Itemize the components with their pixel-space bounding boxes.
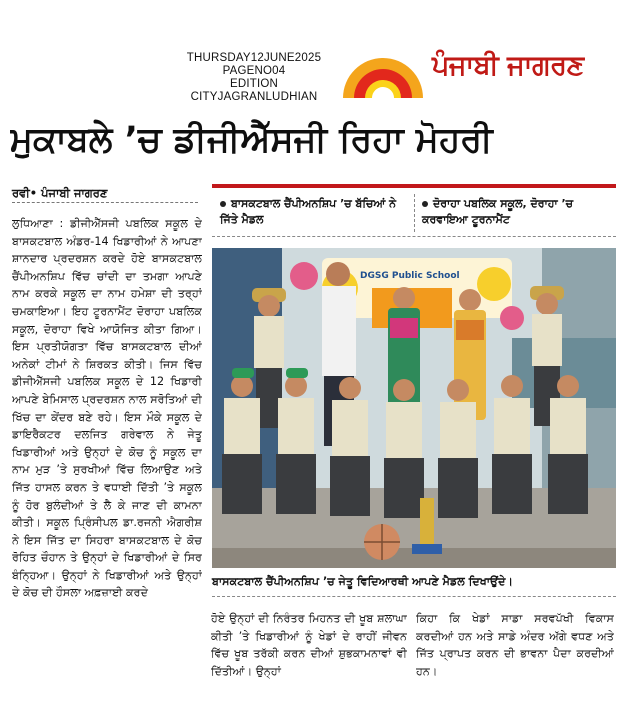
highlight-item-1 xyxy=(220,196,410,228)
edition-name-line: CITYJAGRANLUDHIAN xyxy=(190,91,318,103)
highlight-red-bar xyxy=(212,184,616,188)
team-photo xyxy=(212,248,616,568)
highlight-text-2: ਦੋਰਾਹਾ ਪਬਲਿਕ ਸਕੂਲ, ਦੋਰਾਹਾ ’ਚ ਕਰਵਾਇਆ ਟੂਰਨਾਮੈਂਟ xyxy=(422,197,574,226)
bullet-icon xyxy=(220,201,226,207)
jagran-sun-logo-icon xyxy=(338,44,428,100)
article-body-bottom-1: ਹੋਏ ਉਨ੍ਹਾਂ ਦੀ ਨਿਰੰਤਰ ਮਿਹਨਤ ਦੀ ਖੂਬ ਸ਼ਲਾਘਾ ਕੀਤੀ ’ਤੇ ਖਿਡਾਰੀਆਂ ਨੂੰ ਖੇਡਾਂ ਦੇ ਰਾਹੀਂ ਜੀਵਨ ਵਿੱਚ ਖੂਬ ਤਰੱਕੀ ਕਰਨ ਦੀਆਂ ਸ਼ੁਭਕਾਮਨਾਵਾਂ ਵੀ ਦਿੱਤੀਆਂ। ਉਨ੍ਹਾਂ xyxy=(211,612,407,678)
byline-divider xyxy=(12,202,198,203)
article-byline: ਰਵੀ• ਪੰਜਾਬੀ ਜਾਗਰਣ xyxy=(12,186,108,200)
caption-divider xyxy=(212,596,616,597)
page-number-line: PAGENO04 xyxy=(222,65,286,77)
highlight-item-2 xyxy=(422,196,614,228)
edition-meta xyxy=(168,52,340,104)
banner-text: DGSG Public School xyxy=(360,271,460,281)
highlight-separator xyxy=(414,194,415,232)
article-body-bottom-2: ਕਿਹਾ ਕਿ ਖੇਡਾਂ ਸਾਡਾ ਸਰਵਪੱਖੀ ਵਿਕਾਸ ਕਰਦੀਆਂ ਹਨ ਅਤੇ ਸਾਡੇ ਅੰਦਰ ਅੱਗੇ ਵਧਣ ਅਤੇ ਜਿੱਤ ਪ੍ਰਾਪਤ ਕਰਨ ਦੀ ਭਾਵਨਾ ਪੈਦਾ ਕਰਦੀਆਂ ਹਨ। xyxy=(416,612,614,678)
date-line: THURSDAY12JUNE2025 xyxy=(186,52,322,64)
newspaper-brand: ਪੰਜਾਬੀ ਜਾਗਰਣ xyxy=(432,50,584,81)
article-body-left: ਲੁਧਿਆਣਾ : ਡੀਜੀਐੱਸਜੀ ਪਬਲਿਕ ਸਕੂਲ ਦੇ ਬਾਸਕਟਬਾਲ ਅੰਡਰ-14 ਖਿਡਾਰੀਆਂ ਨੇ ਆਪਣਾ ਸ਼ਾਨਦਾਰ ਪ੍ਰਦਰਸ਼ਨ ਕਰਦੇ ਹੋਏ ਬਾਸਕਟਬਾਲ ਚੈਂਪੀਅਨਸ਼ਿਪ ਵਿੱਚ ਚਾਂਦੀ ਦਾ ਤਮਗਾ ਆਪਣੇ ਨਾਮ ਕਰਕੇ ਸਕੂਲ ਦਾ ਨਾਮ ਹਮੇਸ਼ਾ ਦੀ ਤਰ੍ਹਾਂ ਚਮਕਾਇਆ। ਇਹ ਟੂਰਨਾਮੈਂਟ ਦੋਰਾਹਾ ਪਬਲਿਕ ਸਕੂਲ, ਦੋਰਾਹਾ ਵਿਖੇ ਆਯੋਜਿਤ ਕੀਤਾ ਗਿਆ। ਇਸ ਪ੍ਰਤੀਯੋਗਤਾ ਵਿੱਚ ਬਾਸਕਟਬਾਲ ਦੀਆਂ ਅਨੇਕਾਂ ਟੀਮਾਂ ਨੇ ਸ਼ਿਰਕਤ ਕੀਤੀ। ਜਿਸ ਵਿੱਚ ਡੀਜੀਐੱਸਜੀ ਪਬਲਿਕ ਸਕੂਲ ਦੇ 12 ਖਿਡਾਰੀ ਆਪਣੇ ਬੇਮਿਸਾਲ ਪ੍ਰਦਰਸ਼ਨ ਨਾਲ ਸਰੋਤਿਆਂ ਦੀ ਖਿੱਚ ਦਾ ਕੇਂਦਰ ਬਣੇ ਰਹੇ। ਇਸ ਮੌਕੇ ਸਕੂਲ ਦੇ ਡਾਇਰੈਕਟਰ ਦਲਜਿਤ ਗਰੇਵਾਲ ਨੇ ਜੇਤੂ ਖਿਡਾਰੀਆਂ ਅਤੇ ਉਨ੍ਹਾਂ ਦੇ ਕੋਚ ਨੂੰ ਸਕੂਲ ਦਾ ਨਾਮ ਮੁੜ ’ਤੇ ਸੁਰਖੀਆਂ ਵਿੱਚ ਲਿਆਉਣ ਅਤੇ ਜਿੱਤ ਹਾਸਲ ਕਰਨ ਤੇ ਵਧਾਈ ਦਿੱਤੀ ’ਤੇ ਸਕੂਲ ਨੂੰ ਹੋਰ ਬੁਲੰਦੀਆਂ ਤੇ ਲੈ ਕੇ ਜਾਣ ਦੀ ਕਾਮਨਾ ਕੀਤੀ। ਸਕੂਲ ਪ੍ਰਿੰਸੀਪਲ ਡਾ.ਰਜਨੀ ਐਗਰੀਸ਼ ਨੇ ਇਸ ਜਿੱਤ ਦਾ ਸਿਹਰਾ ਬਾਸਕਟਬਾਲ ਦੇ ਕੋਚ ਰੋਹਿਤ ਚੌਹਾਨ ਤੇ ਉਨ੍ਹਾਂ ਦੇ ਖਿਡਾਰੀਆਂ ਦੇ ਸਿਰ ਬੰਨ੍ਹਿਆ। ਉਨ੍ਹਾਂ ਨੇ ਖਿਡਾਰੀਆਂ ਅਤੇ ਉਨ੍ਹਾਂ ਦੇ ਕੋਚ ਦੀ ਹੌਸਲਾ ਅਫ਼ਜ਼ਾਈ ਕਰਦੇ xyxy=(12,217,202,600)
bullet-icon xyxy=(422,201,428,207)
photo-highlights xyxy=(212,184,616,240)
article-headline: ਮੁਕਾਬਲੇ ’ਚ ਡੀਜੀਐੱਸਜੀ ਰਿਹਾ ਮੋਹਰੀ xyxy=(10,120,493,160)
edition-label-line: EDITION xyxy=(229,78,279,90)
highlight-bottom-divider xyxy=(212,236,616,237)
photo-caption: ਬਾਸਕਟਬਾਲ ਚੈਂਪੀਅਨਸ਼ਿਪ ’ਚ ਜੇਤੂ ਵਿਦਿਆਰਥੀ ਆਪਣੇ ਮੈਡਲ ਦਿਖਾਉਂਦੇ। xyxy=(212,575,514,588)
highlight-text-1: ਬਾਸਕਟਬਾਲ ਚੈਂਪੀਅਨਸ਼ਿਪ ’ਚ ਬੱਚਿਆਂ ਨੇ ਜਿੱਤੇ ਮੈਡਲ xyxy=(220,197,397,226)
